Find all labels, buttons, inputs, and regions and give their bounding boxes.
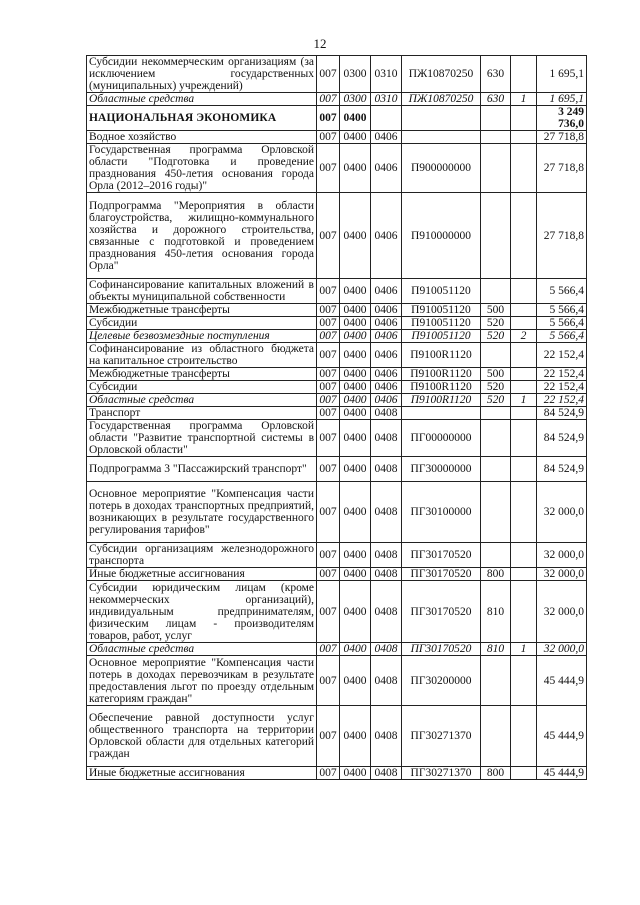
section-code: 0400 xyxy=(340,420,371,457)
line-item-name: Областные средства xyxy=(87,643,317,656)
expense-type-code: 630 xyxy=(481,93,511,106)
subsection-code: 0408 xyxy=(371,581,402,643)
ministry-code: 007 xyxy=(317,193,340,279)
line-item-name: Софинансирование из областного бюджета на капитальное строительство xyxy=(87,343,317,368)
subsection-code: 0408 xyxy=(371,568,402,581)
line-item-name: Подпрограмма "Мероприятия в области благоустройства, жилищно-коммунального хозяйства и дорожного строительства, связанные с подготовкой и проведением празднования 450-летия основания города Орла" xyxy=(87,193,317,279)
funding-source-code xyxy=(511,581,537,643)
expense-type-code: 800 xyxy=(481,767,511,780)
section-code: 0400 xyxy=(340,144,371,193)
target-article-code: П910051120 xyxy=(402,304,481,317)
subsection-code xyxy=(371,106,402,131)
expense-type-code xyxy=(481,279,511,304)
target-article-code: ПГ30100000 xyxy=(402,482,481,543)
expense-type-code xyxy=(481,420,511,457)
line-item-name: Целевые безвозмездные поступления xyxy=(87,330,317,343)
section-code: 0400 xyxy=(340,106,371,131)
line-item-name: Транспорт xyxy=(87,407,317,420)
subsection-code: 0310 xyxy=(371,56,402,93)
amount: 22 152,4 xyxy=(537,368,587,381)
expense-type-code: 800 xyxy=(481,568,511,581)
line-item-name: Субсидии xyxy=(87,317,317,330)
target-article-code xyxy=(402,407,481,420)
section-code: 0400 xyxy=(340,394,371,407)
section-code: 0400 xyxy=(340,343,371,368)
subsection-code: 0406 xyxy=(371,343,402,368)
section-code: 0400 xyxy=(340,279,371,304)
amount: 84 524,9 xyxy=(537,457,587,482)
table-row xyxy=(87,457,587,482)
ministry-code: 007 xyxy=(317,131,340,144)
section-code: 0400 xyxy=(340,581,371,643)
budget-table xyxy=(86,55,587,780)
ministry-code: 007 xyxy=(317,317,340,330)
amount: 22 152,4 xyxy=(537,343,587,368)
target-article-code: ПЖ10870250 xyxy=(402,56,481,93)
budget-table-body xyxy=(87,56,587,780)
section-code: 0400 xyxy=(340,457,371,482)
amount: 84 524,9 xyxy=(537,420,587,457)
amount: 84 524,9 xyxy=(537,407,587,420)
section-code: 0400 xyxy=(340,482,371,543)
section-code: 0400 xyxy=(340,767,371,780)
table-row xyxy=(87,368,587,381)
expense-type-code xyxy=(481,407,511,420)
subsection-code: 0408 xyxy=(371,457,402,482)
ministry-code: 007 xyxy=(317,279,340,304)
line-item-name: Субсидии юридическим лицам (кроме некоммерческих организаций), индивидуальным предпринимателям, физическим лицам - производителям товаров, работ, услуг xyxy=(87,581,317,643)
funding-source-code: 1 xyxy=(511,643,537,656)
target-article-code: П9100R1120 xyxy=(402,381,481,394)
amount: 27 718,8 xyxy=(537,131,587,144)
expense-type-code xyxy=(481,457,511,482)
funding-source-code xyxy=(511,482,537,543)
line-item-name: Межбюджетные трансферты xyxy=(87,304,317,317)
ministry-code: 007 xyxy=(317,767,340,780)
funding-source-code xyxy=(511,304,537,317)
subsection-code: 0408 xyxy=(371,656,402,706)
page-number: 12 xyxy=(313,36,327,51)
table-row xyxy=(87,643,587,656)
line-item-name: Основное мероприятие "Компенсация части потерь в доходах транспортных предприятий, возникающих в результате государственного регулирования тарифов" xyxy=(87,482,317,543)
amount: 5 566,4 xyxy=(537,279,587,304)
funding-source-code: 1 xyxy=(511,93,537,106)
target-article-code: ПГ30271370 xyxy=(402,767,481,780)
funding-source-code xyxy=(511,543,537,568)
table-row xyxy=(87,656,587,706)
table-row xyxy=(87,279,587,304)
ministry-code: 007 xyxy=(317,381,340,394)
expense-type-code: 520 xyxy=(481,317,511,330)
section-code: 0400 xyxy=(340,317,371,330)
target-article-code: П900000000 xyxy=(402,144,481,193)
target-article-code: ПГ30000000 xyxy=(402,457,481,482)
line-item-name: Основное мероприятие "Компенсация части потерь в доходах перевозчикам в результате предоставления льгот по проезду отдельным категориям граждан" xyxy=(87,656,317,706)
amount: 32 000,0 xyxy=(537,568,587,581)
ministry-code: 007 xyxy=(317,706,340,767)
subsection-code: 0408 xyxy=(371,407,402,420)
funding-source-code xyxy=(511,279,537,304)
funding-source-code xyxy=(511,317,537,330)
expense-type-code: 500 xyxy=(481,304,511,317)
target-article-code: ПГ30200000 xyxy=(402,656,481,706)
section-code: 0400 xyxy=(340,304,371,317)
ministry-code: 007 xyxy=(317,304,340,317)
ministry-code: 007 xyxy=(317,56,340,93)
ministry-code: 007 xyxy=(317,93,340,106)
amount: 45 444,9 xyxy=(537,767,587,780)
subsection-code: 0406 xyxy=(371,330,402,343)
ministry-code: 007 xyxy=(317,420,340,457)
amount: 45 444,9 xyxy=(537,706,587,767)
ministry-code: 007 xyxy=(317,457,340,482)
section-code: 0300 xyxy=(340,93,371,106)
line-item-name: Иные бюджетные ассигнования xyxy=(87,568,317,581)
ministry-code: 007 xyxy=(317,106,340,131)
amount: 32 000,0 xyxy=(537,643,587,656)
section-code: 0400 xyxy=(340,368,371,381)
subsection-code: 0406 xyxy=(371,193,402,279)
ministry-code: 007 xyxy=(317,643,340,656)
funding-source-code xyxy=(511,193,537,279)
target-article-code: ПГ30170520 xyxy=(402,543,481,568)
line-item-name: Софинансирование капитальных вложений в объекты муниципальной собственности xyxy=(87,279,317,304)
line-item-name: Областные средства xyxy=(87,93,317,106)
section-code: 0400 xyxy=(340,193,371,279)
subsection-code: 0406 xyxy=(371,317,402,330)
amount: 32 000,0 xyxy=(537,482,587,543)
funding-source-code xyxy=(511,457,537,482)
ministry-code: 007 xyxy=(317,343,340,368)
funding-source-code xyxy=(511,656,537,706)
amount: 45 444,9 xyxy=(537,656,587,706)
section-code: 0400 xyxy=(340,131,371,144)
expense-type-code xyxy=(481,343,511,368)
section-code: 0400 xyxy=(340,643,371,656)
table-row xyxy=(87,394,587,407)
line-item-name: Иные бюджетные ассигнования xyxy=(87,767,317,780)
ministry-code: 007 xyxy=(317,330,340,343)
expense-type-code: 630 xyxy=(481,56,511,93)
subsection-code: 0406 xyxy=(371,368,402,381)
table-row xyxy=(87,543,587,568)
target-article-code: П910051120 xyxy=(402,279,481,304)
amount: 22 152,4 xyxy=(537,394,587,407)
table-row xyxy=(87,93,587,106)
funding-source-code: 1 xyxy=(511,394,537,407)
subsection-code: 0408 xyxy=(371,643,402,656)
target-article-code: ПГ00000000 xyxy=(402,420,481,457)
funding-source-code xyxy=(511,381,537,394)
target-article-code: ПГ30170520 xyxy=(402,581,481,643)
line-item-name: Государственная программа Орловской области "Развитие транспортной системы в Орловской области" xyxy=(87,420,317,457)
section-code: 0400 xyxy=(340,568,371,581)
table-row xyxy=(87,407,587,420)
amount: 5 566,4 xyxy=(537,330,587,343)
table-row xyxy=(87,106,587,131)
line-item-name: НАЦИОНАЛЬНАЯ ЭКОНОМИКА xyxy=(87,106,317,131)
table-row xyxy=(87,144,587,193)
table-row xyxy=(87,767,587,780)
funding-source-code xyxy=(511,131,537,144)
section-code: 0400 xyxy=(340,656,371,706)
section-code: 0300 xyxy=(340,56,371,93)
amount: 5 566,4 xyxy=(537,304,587,317)
table-row xyxy=(87,304,587,317)
ministry-code: 007 xyxy=(317,568,340,581)
amount: 32 000,0 xyxy=(537,543,587,568)
subsection-code: 0406 xyxy=(371,304,402,317)
expense-type-code xyxy=(481,193,511,279)
target-article-code: П910000000 xyxy=(402,193,481,279)
subsection-code: 0406 xyxy=(371,144,402,193)
table-row xyxy=(87,317,587,330)
ministry-code: 007 xyxy=(317,482,340,543)
ministry-code: 007 xyxy=(317,581,340,643)
funding-source-code xyxy=(511,144,537,193)
expense-type-code: 810 xyxy=(481,581,511,643)
funding-source-code xyxy=(511,420,537,457)
target-article-code: П910051120 xyxy=(402,330,481,343)
subsection-code: 0408 xyxy=(371,482,402,543)
target-article-code: П9100R1120 xyxy=(402,343,481,368)
section-code: 0400 xyxy=(340,543,371,568)
funding-source-code xyxy=(511,343,537,368)
line-item-name: Подпрограмма 3 "Пассажирский транспорт" xyxy=(87,457,317,482)
line-item-name: Субсидии некоммерческим организациям (за исключением государственных (муниципальных) учреждений) xyxy=(87,56,317,93)
target-article-code: ПГ30170520 xyxy=(402,568,481,581)
subsection-code: 0406 xyxy=(371,279,402,304)
table-row xyxy=(87,381,587,394)
target-article-code xyxy=(402,106,481,131)
target-article-code: П9100R1120 xyxy=(402,394,481,407)
amount: 27 718,8 xyxy=(537,144,587,193)
ministry-code: 007 xyxy=(317,407,340,420)
line-item-name: Субсидии xyxy=(87,381,317,394)
section-code: 0400 xyxy=(340,407,371,420)
funding-source-code xyxy=(511,568,537,581)
amount: 1 695,1 xyxy=(537,56,587,93)
funding-source-code: 2 xyxy=(511,330,537,343)
target-article-code: П910051120 xyxy=(402,317,481,330)
ministry-code: 007 xyxy=(317,394,340,407)
amount: 27 718,8 xyxy=(537,193,587,279)
target-article-code: П9100R1120 xyxy=(402,368,481,381)
expense-type-code: 520 xyxy=(481,381,511,394)
subsection-code: 0408 xyxy=(371,420,402,457)
table-row xyxy=(87,482,587,543)
line-item-name: Субсидии организациям железнодорожного транспорта xyxy=(87,543,317,568)
table-row xyxy=(87,131,587,144)
section-code: 0400 xyxy=(340,381,371,394)
amount: 1 695,1 xyxy=(537,93,587,106)
subsection-code: 0408 xyxy=(371,767,402,780)
expense-type-code xyxy=(481,706,511,767)
table-row xyxy=(87,343,587,368)
expense-type-code: 520 xyxy=(481,394,511,407)
amount: 22 152,4 xyxy=(537,381,587,394)
section-code: 0400 xyxy=(340,706,371,767)
table-row xyxy=(87,56,587,93)
line-item-name: Водное хозяйство xyxy=(87,131,317,144)
expense-type-code: 520 xyxy=(481,330,511,343)
section-code: 0400 xyxy=(340,330,371,343)
funding-source-code xyxy=(511,56,537,93)
funding-source-code xyxy=(511,767,537,780)
expense-type-code xyxy=(481,131,511,144)
subsection-code: 0408 xyxy=(371,543,402,568)
table-row xyxy=(87,330,587,343)
expense-type-code xyxy=(481,482,511,543)
target-article-code xyxy=(402,131,481,144)
funding-source-code xyxy=(511,407,537,420)
line-item-name: Государственная программа Орловской области "Подготовка и проведение празднования 450-летия основания города Орла (2012–2016 годы)" xyxy=(87,144,317,193)
expense-type-code xyxy=(481,543,511,568)
expense-type-code xyxy=(481,106,511,131)
funding-source-code xyxy=(511,706,537,767)
amount: 3 249 736,0 xyxy=(537,106,587,131)
subsection-code: 0406 xyxy=(371,381,402,394)
expense-type-code xyxy=(481,656,511,706)
amount: 32 000,0 xyxy=(537,581,587,643)
target-article-code: ПЖ10870250 xyxy=(402,93,481,106)
subsection-code: 0406 xyxy=(371,394,402,407)
target-article-code: ПГ30271370 xyxy=(402,706,481,767)
line-item-name: Обеспечение равной доступности услуг общественного транспорта на территории Орловской области для отдельных категорий граждан xyxy=(87,706,317,767)
subsection-code: 0408 xyxy=(371,706,402,767)
funding-source-code xyxy=(511,368,537,381)
line-item-name: Областные средства xyxy=(87,394,317,407)
ministry-code: 007 xyxy=(317,368,340,381)
funding-source-code xyxy=(511,106,537,131)
ministry-code: 007 xyxy=(317,656,340,706)
expense-type-code: 810 xyxy=(481,643,511,656)
ministry-code: 007 xyxy=(317,543,340,568)
table-row xyxy=(87,581,587,643)
table-row xyxy=(87,706,587,767)
subsection-code: 0406 xyxy=(371,131,402,144)
expense-type-code: 500 xyxy=(481,368,511,381)
amount: 5 566,4 xyxy=(537,317,587,330)
subsection-code: 0310 xyxy=(371,93,402,106)
table-row xyxy=(87,568,587,581)
line-item-name: Межбюджетные трансферты xyxy=(87,368,317,381)
table-row xyxy=(87,420,587,457)
expense-type-code xyxy=(481,144,511,193)
ministry-code: 007 xyxy=(317,144,340,193)
table-row xyxy=(87,193,587,279)
target-article-code: ПГ30170520 xyxy=(402,643,481,656)
